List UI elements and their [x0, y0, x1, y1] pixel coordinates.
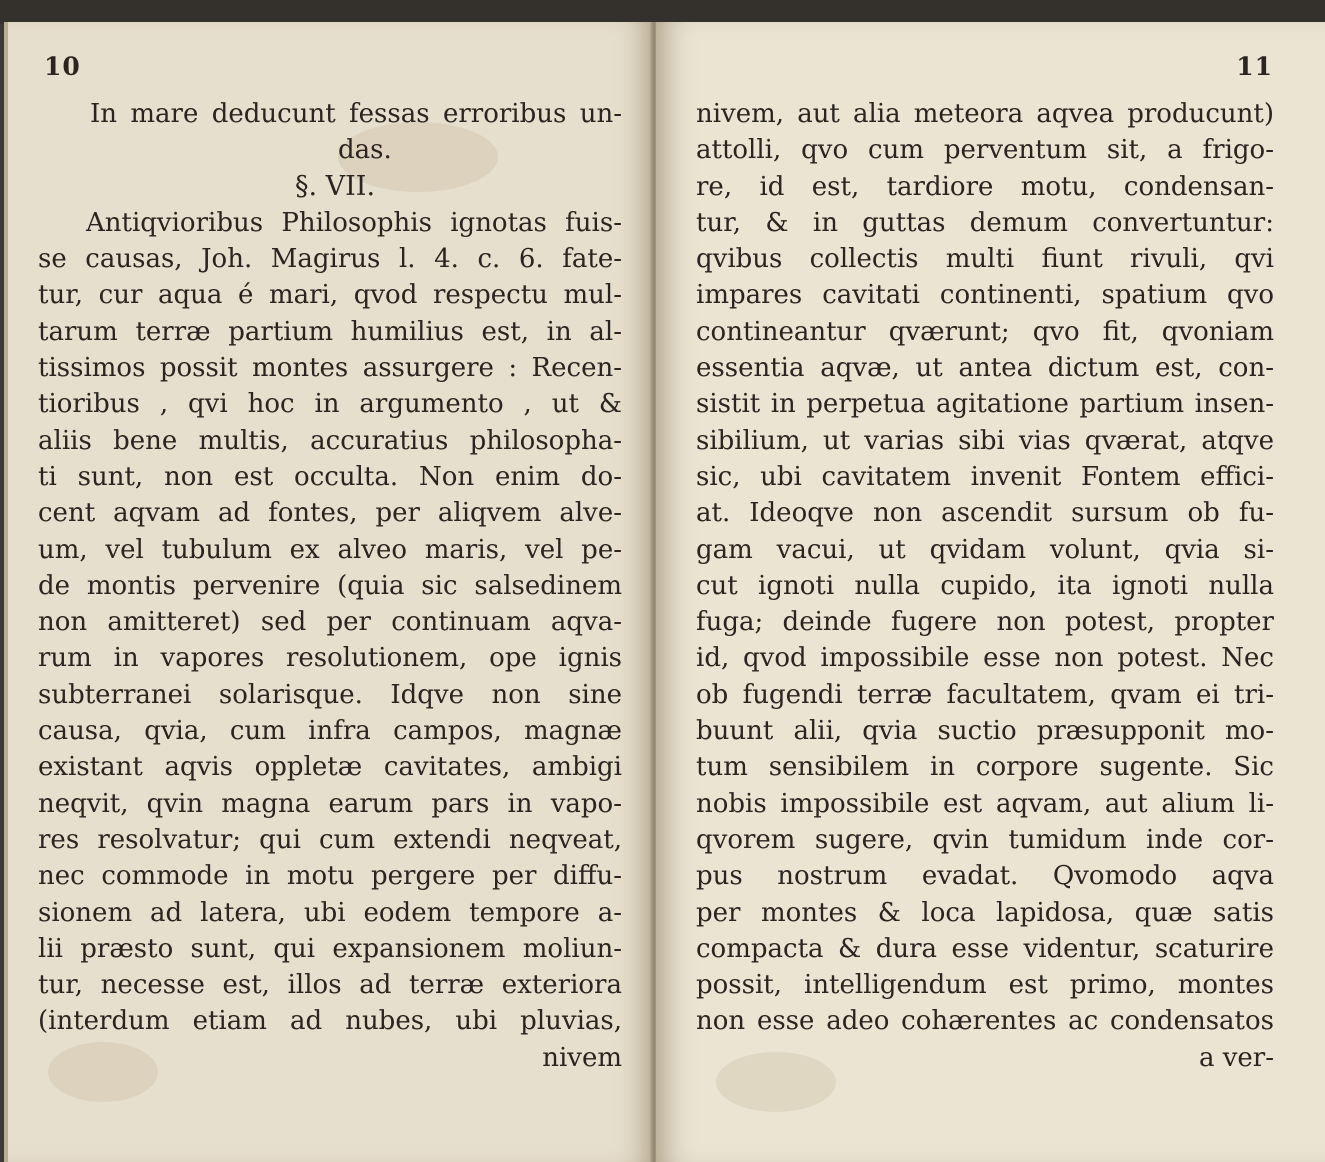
text-line: gam vacui, ut qvidam volunt, qvia si-	[696, 534, 1274, 565]
text-line: das.	[338, 135, 392, 166]
section-heading: §. VII.	[294, 170, 376, 202]
text-line: tarum terræ partium humilius est, in al-	[38, 316, 622, 347]
text-line: um, vel tubulum ex alveo maris, vel pe-	[38, 534, 622, 565]
text-line: compacta & dura esse videntur, scaturire	[696, 933, 1274, 964]
text-line: neqvit, qvin magna earum pars in vapo-	[38, 788, 622, 819]
text-line: causa, qvia, cum infra campos, magnæ	[38, 716, 622, 747]
text-line: tissimos possit montes assurgere : Recen-	[38, 353, 622, 384]
text-line: lii præsto sunt, qui expansionem moliun-	[38, 933, 622, 964]
text-line: (interdum etiam ad nubes, ubi pluvias,	[38, 1006, 622, 1037]
text-line: aliis bene multis, accuratius philosopha-	[38, 425, 622, 456]
text-line: Antiqvioribus Philosophis ignotas fuis-	[86, 207, 622, 238]
text-line: possit, intelligendum est primo, montes	[696, 970, 1274, 1001]
right-page	[656, 22, 1325, 1162]
text-line: sibilium, ut varias sibi vias qværat, atqve	[696, 425, 1274, 456]
text-line: id, qvod impossibile esse non potest. Nec	[696, 643, 1274, 674]
text-line: de montis pervenire (quia sic salsedinem	[38, 570, 622, 601]
text-line: impares cavitati continenti, spatium qvo	[696, 280, 1274, 311]
text-line: cut ignoti nulla cupido, ita ignoti nulla	[696, 570, 1274, 601]
text-line: rum in vapores resolutionem, ope ignis	[38, 643, 622, 674]
text-line: cent aqvam ad fontes, per aliqvem alve-	[38, 498, 622, 529]
text-line: In mare deducunt fessas erroribus un-	[90, 99, 622, 129]
text-line: res resolvatur; qui cum extendi neqveat,	[38, 824, 622, 855]
text-line: tioribus , qvi hoc in argumento , ut &	[38, 389, 622, 420]
text-line: buunt alii, qvia suctio præsupponit mo-	[696, 716, 1274, 747]
page-number: 10	[44, 52, 81, 81]
text-line: qvibus collectis multi fiunt rivuli, qvi	[696, 244, 1274, 275]
text-line: non esse adeo cohærentes ac condensatos	[696, 1006, 1274, 1037]
text-line: non amitteret) sed per continuam aqva-	[38, 607, 622, 638]
text-line: ti sunt, non est occulta. Non enim do-	[38, 461, 622, 492]
background-top	[0, 0, 1325, 24]
text-line: contineantur qværunt; qvo fit, qvoniam	[696, 316, 1274, 347]
text-line: tur, & in guttas demum convertuntur:	[696, 207, 1274, 238]
text-line: tur, cur aqua é mari, qvod respectu mul-	[38, 280, 622, 311]
text-line: sistit in perpetua agitatione partium insen-	[696, 389, 1274, 420]
text-line: nivem, aut alia meteora aqvea producunt)	[696, 99, 1274, 129]
text-line: qvorem sugere, qvin tumidum inde cor-	[696, 824, 1274, 855]
catchword: a ver-	[1198, 1042, 1274, 1073]
text-line: essentia aqvæ, ut antea dictum est, con-	[696, 353, 1274, 384]
text-line: pus nostrum evadat. Qvomodo aqva	[696, 861, 1274, 892]
text-line: ob fugendi terræ facultatem, qvam ei tri-	[696, 679, 1274, 710]
text-line: fuga; deinde fugere non potest, propter	[696, 607, 1274, 638]
text-line: existant aqvis oppletæ cavitates, ambigi	[38, 752, 622, 783]
text-line: nobis impossibile est aqvam, aut alium li-	[696, 788, 1274, 819]
text-line: tur, necesse est, illos ad terræ exteriora	[38, 970, 622, 1001]
text-line: per montes & loca lapidosa, quæ satis	[696, 897, 1274, 928]
text-line: se causas, Joh. Magirus l. 4. c. 6. fate-	[38, 244, 622, 275]
text-line: sic, ubi cavitatem invenit Fontem effici-	[696, 461, 1274, 492]
catchword: nivem	[542, 1042, 622, 1073]
left-page-text	[38, 96, 622, 1076]
page-number: 11	[1236, 52, 1273, 81]
text-line: subterranei solarisque. Idqve non sine	[38, 679, 622, 710]
text-line: sionem ad latera, ubi eodem tempore a-	[38, 897, 622, 928]
text-line: attolli, qvo cum perventum sit, a frigo-	[696, 135, 1274, 166]
text-line: at. Ideoqve non ascendit sursum ob fu-	[696, 498, 1274, 529]
right-page-text	[696, 96, 1274, 1076]
text-line: re, id est, tardiore motu, condensan-	[696, 171, 1274, 202]
left-page	[4, 22, 654, 1162]
text-line: tum sensibilem in corpore sugente. Sic	[696, 752, 1274, 783]
text-line: nec commode in motu pergere per diffu-	[38, 861, 622, 892]
